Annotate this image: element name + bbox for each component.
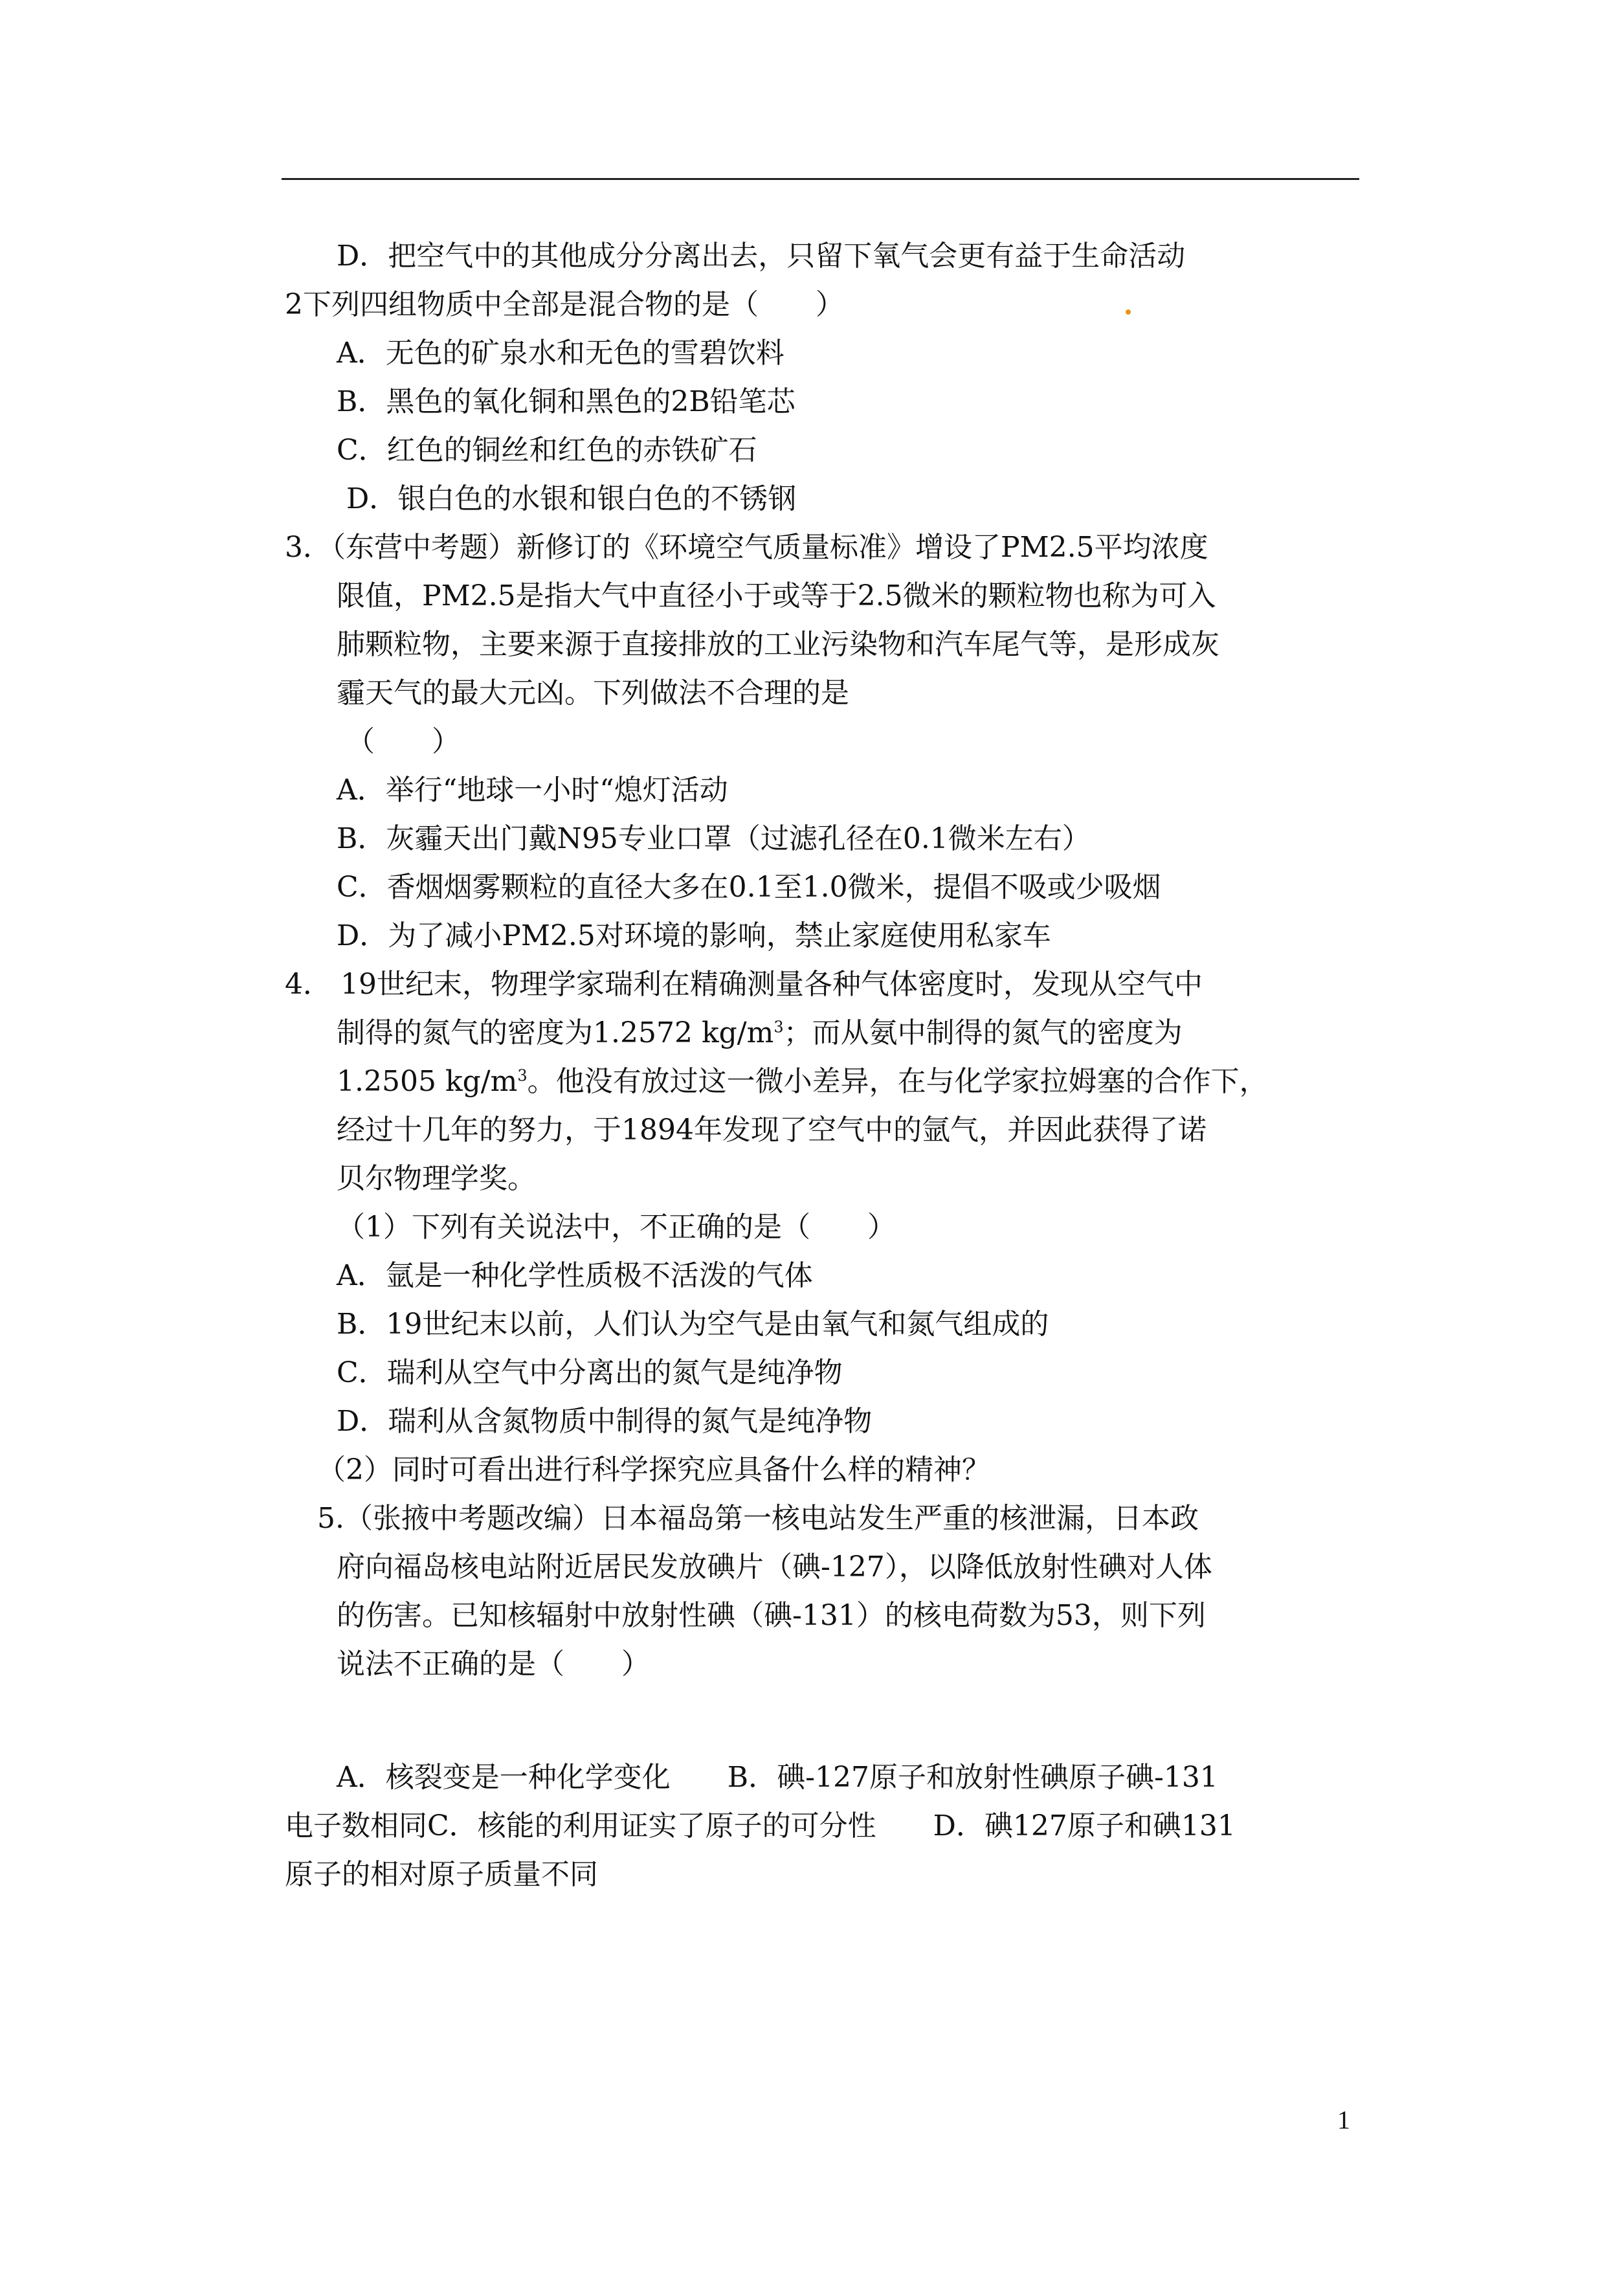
q4-stem-line-4: 经过十几年的努力，于1894年发现了空气中的氩气，并因此获得了诺: [337, 1113, 1207, 1146]
q3-answer-paren: （ ）: [346, 725, 460, 758]
q3-stem-line-4: 霾天气的最大元凶。下列做法不合理的是: [337, 677, 849, 710]
q4-line-2-text: 制得的氮气的密度为1.2572 kg/m: [337, 1016, 774, 1049]
q3-option-d: D．为了减小PM2.5对环境的影响，禁止家庭使用私家车: [337, 919, 1051, 952]
q2-option-d: D．银白色的水银和银白色的不锈钢: [346, 482, 797, 515]
page-number: 1: [1337, 2105, 1350, 2134]
q4-sub-2: （2）同时可看出进行科学探究应具备什么样的精神？: [317, 1453, 990, 1486]
q4-option-c: C．瑞利从空气中分离出的氮气是纯净物: [337, 1356, 843, 1389]
q4-option-a: A．氩是一种化学性质极不活泼的气体: [337, 1259, 813, 1292]
q3-option-a: A．举行“地球一小时“熄灯活动: [337, 774, 728, 807]
q2-option-b: B．黑色的氧化铜和黑色的2B铅笔芯: [337, 385, 795, 418]
q4-stem-line-3: [337, 1062, 1268, 1101]
header-rule: [282, 178, 1359, 180]
q3-option-c: C．香烟烟雾颗粒的直径大多在0.1至1.0微米，提倡不吸或少吸烟: [337, 871, 1161, 904]
q3-stem-line-2: 限值，PM2.5是指大气中直径小于或等于2.5微米的颗粒物也称为可入: [337, 579, 1216, 612]
q5-stem-line-2: 府向福岛核电站附近居民发放碘片（碘-127），以降低放射性碘对人体: [337, 1550, 1212, 1583]
q4-line-3-text-cont: 。他没有放过这一微小差异，在与化学家拉姆塞的合作下，: [527, 1065, 1268, 1098]
q5-stem-line-1: 5.（张掖中考题改编）日本福岛第一核电站发生严重的核泄漏，日本政: [317, 1502, 1199, 1535]
q4-option-d: D．瑞利从含氮物质中制得的氮气是纯净物: [337, 1405, 873, 1438]
q5-options-line-3: 原子的相对原子质量不同: [285, 1858, 598, 1891]
q4-line-2-text-cont: ；而从氨中制得的氮气的密度为: [783, 1016, 1183, 1049]
q4-stem-line-5: 贝尔物理学奖。: [337, 1162, 536, 1195]
q2-stem: 2下列四组物质中全部是混合物的是（ ）: [285, 288, 844, 321]
superscript-3: 3: [517, 1066, 528, 1085]
q4-line-3-text: 1.2505 kg/m: [337, 1065, 518, 1098]
q3-stem-line-1: 3．（东营中考题）新修订的《环境空气质量标准》增设了PM2.5平均浓度: [285, 531, 1208, 564]
q4-stem-line-2: [337, 1014, 1183, 1053]
q5-options-line-1: A．核裂变是一种化学变化 B．碘-127原子和放射性碘原子碘-131: [337, 1761, 1218, 1794]
q2-option-a: A．无色的矿泉水和无色的雪碧饮料: [337, 337, 784, 370]
q4-stem-line-1: 4． 19世纪末，物理学家瑞利在精确测量各种气体密度时，发现从空气中: [285, 968, 1203, 1001]
q5-options-line-2: 电子数相同C．核能的利用证实了原子的可分性 D．碘127原子和碘131: [285, 1809, 1236, 1842]
q4-sub-1: （1）下列有关说法中，不正确的是（ ）: [337, 1211, 896, 1244]
superscript-3: 3: [773, 1018, 784, 1036]
q3-stem-line-3: 肺颗粒物，主要来源于直接排放的工业污染物和汽车尾气等，是形成灰: [337, 628, 1219, 661]
q1-option-d: D．把空气中的其他成分分离出去，只留下氧气会更有益于生命活动: [337, 240, 1186, 273]
q5-stem-line-4: 说法不正确的是（ ）: [337, 1648, 650, 1681]
q5-stem-line-3: 的伤害。已知核辐射中放射性碘（碘-131）的核电荷数为53，则下列: [337, 1599, 1206, 1632]
q4-option-b: B．19世纪末以前，人们认为空气是由氧气和氮气组成的: [337, 1308, 1049, 1341]
q2-option-c: C．红色的铜丝和红色的赤铁矿石: [337, 434, 757, 467]
marker-dot: [1126, 309, 1131, 315]
q3-option-b: B．灰霾天出门戴N95专业口罩（过滤孔径在0.1微米左右）: [337, 822, 1091, 855]
